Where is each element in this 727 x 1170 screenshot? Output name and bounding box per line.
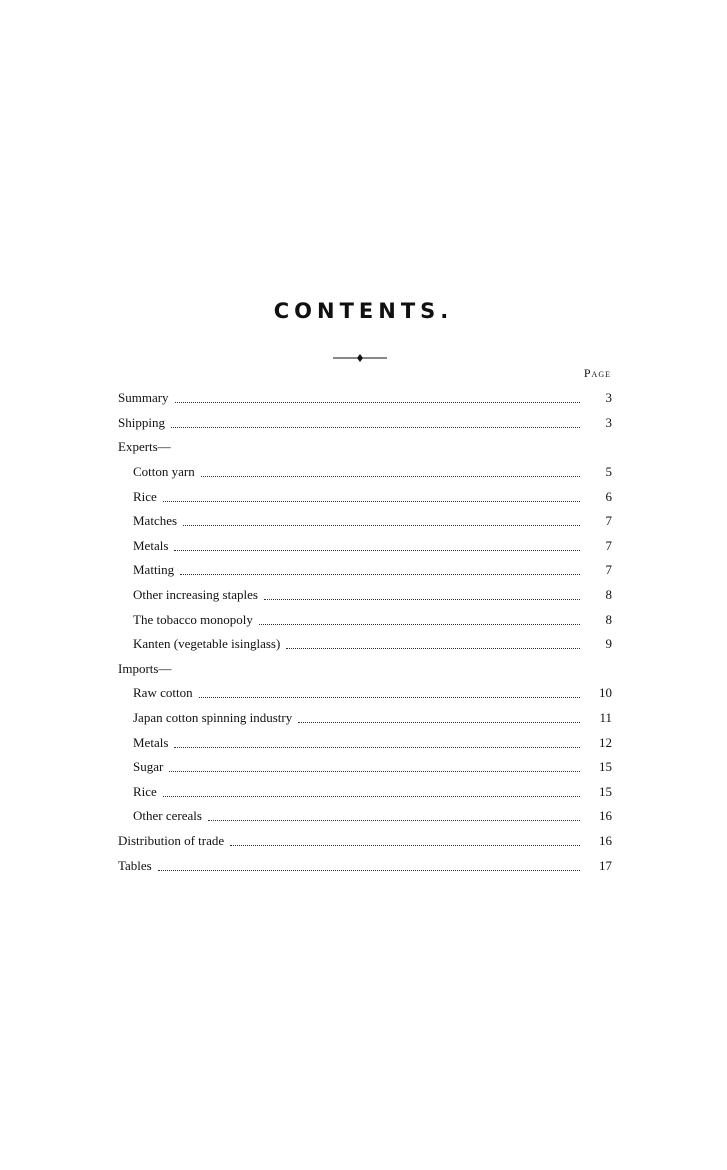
table-of-contents: [118, 386, 612, 878]
toc-entry-label: The tobacco monopoly: [133, 611, 253, 627]
toc-entry-label: Rice: [133, 488, 157, 504]
toc-entry-label: Metals: [133, 537, 169, 553]
toc-entry: [118, 411, 612, 436]
dot-leader: [298, 721, 580, 723]
toc-entry-page: 15: [599, 783, 612, 799]
toc-entry-label: Japan cotton spinning industry: [133, 710, 293, 726]
toc-entry: [118, 657, 612, 682]
toc-entry-label: Cotton yarn: [133, 464, 195, 480]
toc-entry-page: 17: [599, 857, 612, 873]
dot-leader: [180, 573, 580, 575]
page-column-header: Page: [583, 366, 611, 380]
toc-entry: [118, 583, 612, 608]
toc-entry: [118, 706, 612, 731]
dot-leader: [158, 869, 580, 871]
dot-leader: [171, 426, 580, 428]
toc-entry: [118, 829, 612, 854]
toc-entry-label: Tables: [118, 857, 152, 873]
toc-entry: [118, 755, 612, 780]
dot-leader: [230, 844, 580, 846]
toc-entry-label: Other increasing staples: [133, 587, 258, 603]
dot-leader: [169, 770, 580, 772]
toc-entry-label: Matches: [133, 513, 178, 529]
dot-leader: [208, 819, 580, 821]
toc-entry-label: Kanten (vegetable isinglass): [133, 636, 281, 652]
toc-entry: [118, 435, 612, 460]
dot-leader: [264, 598, 580, 600]
toc-entry-page: 16: [599, 808, 612, 824]
dot-leader: [199, 696, 580, 698]
dot-leader: [175, 401, 580, 403]
dot-leader: [163, 795, 580, 797]
toc-entry: [118, 558, 612, 583]
toc-entry-page: 12: [599, 734, 612, 750]
toc-entry-label: Rice: [133, 783, 157, 799]
toc-entry: [118, 607, 612, 632]
dot-leader: [174, 746, 580, 748]
toc-entry-label: Summary: [118, 390, 169, 406]
toc-entry: [118, 484, 612, 509]
dot-leader: [286, 647, 580, 649]
toc-entry: [118, 730, 612, 755]
toc-entry-page: 6: [605, 488, 612, 504]
toc-entry-label: Imports—: [118, 660, 172, 676]
dot-leader: [259, 623, 580, 625]
toc-entry-label: Raw cotton: [133, 685, 193, 701]
toc-entry-page: 5: [605, 464, 612, 480]
toc-entry: [118, 780, 612, 805]
toc-entry-label: Distribution of trade: [118, 832, 225, 848]
dot-leader: [183, 524, 580, 526]
toc-entry-page: 8: [605, 611, 612, 627]
dot-leader: [201, 475, 580, 477]
toc-entry-label: Metals: [133, 734, 169, 750]
dot-leader: [163, 500, 580, 502]
toc-entry-page: 3: [605, 390, 612, 406]
toc-entry-page: 10: [599, 685, 612, 701]
ornament-divider: [333, 352, 387, 364]
toc-entry-page: 15: [599, 759, 612, 775]
toc-entry-label: Experts—: [118, 439, 171, 455]
toc-entry-page: 7: [605, 562, 612, 578]
toc-entry-label: Other cereals: [133, 808, 202, 824]
toc-entry: [118, 534, 612, 559]
toc-entry-label: Sugar: [133, 759, 164, 775]
toc-entry-page: 3: [605, 414, 612, 430]
toc-entry: [118, 509, 612, 534]
toc-entry: [118, 804, 612, 829]
toc-entry-page: 11: [599, 710, 612, 726]
dot-leader: [174, 549, 580, 551]
toc-entry-page: 9: [605, 636, 612, 652]
page-title: CONTENTS.: [273, 299, 454, 323]
toc-entry: [118, 460, 612, 485]
toc-entry: [118, 632, 612, 657]
toc-entry: [118, 853, 612, 878]
toc-entry-page: 7: [605, 513, 612, 529]
toc-entry-label: Shipping: [118, 414, 165, 430]
toc-entry: [118, 386, 612, 411]
toc-entry-page: 8: [605, 587, 612, 603]
toc-entry-page: 16: [599, 832, 612, 848]
toc-entry-page: 7: [605, 537, 612, 553]
toc-entry: [118, 681, 612, 706]
toc-entry-label: Matting: [133, 562, 175, 578]
